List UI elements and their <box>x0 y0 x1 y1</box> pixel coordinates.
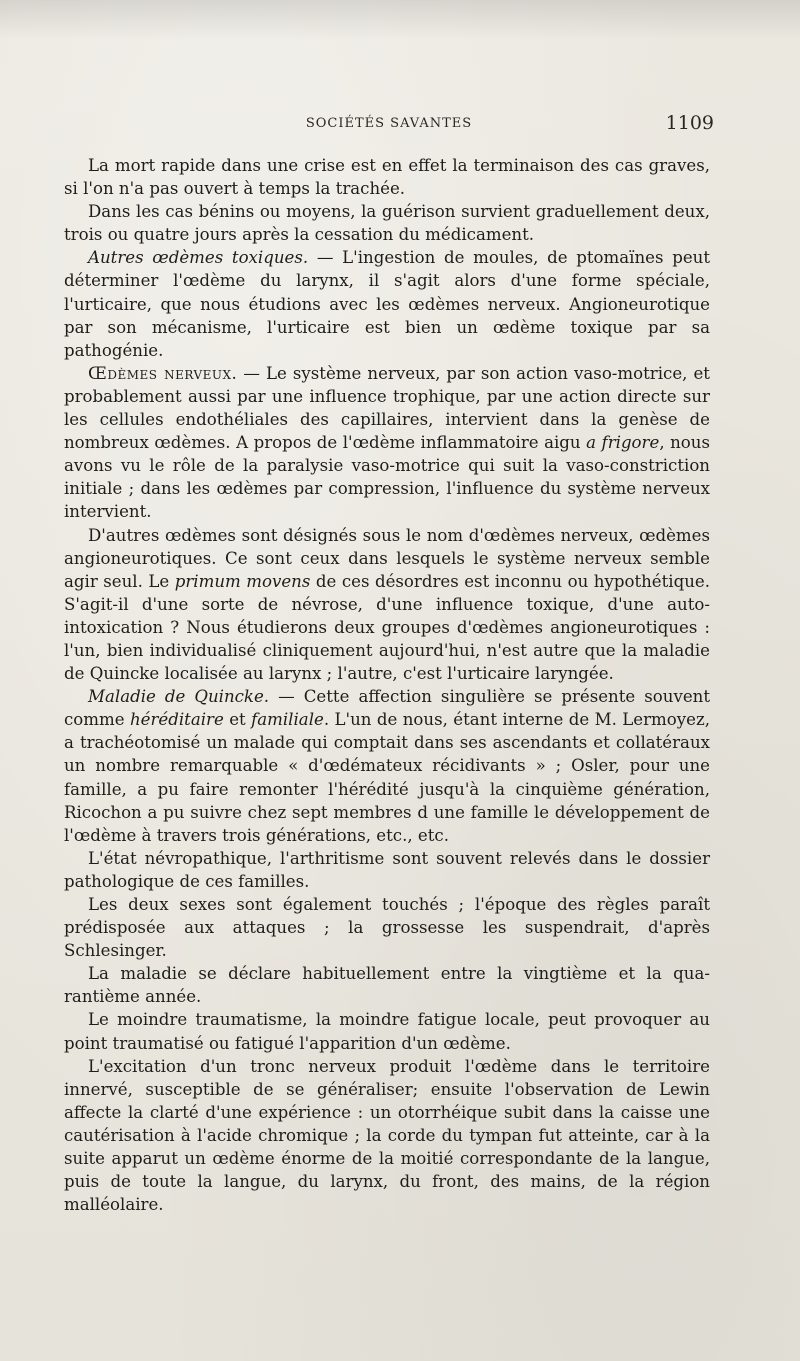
section-lead: Maladie de Quincke. <box>88 687 270 707</box>
section-lead: Œdèmes nerveux. <box>88 363 238 383</box>
paragraph: La maladie se déclare habituellement entre la vingtième et la quarantième année. <box>64 964 710 1007</box>
section-lead: Autres œdèmes toxiques. <box>88 248 309 268</box>
page-number: 1109 <box>665 112 714 134</box>
running-title: SOCIÉTÉS SAVANTES <box>305 116 473 131</box>
body-text <box>64 154 710 1216</box>
paragraph: L'excitation d'un tronc nerveux produit l'œdème dans le territoire innervé, susceptible de se généraliser; ensuite l'observation de Lewin affecte la clarté d'une expérience : un otorrhéique subit dans la caisse une cautérisation à l'acide chromique ; la corde du tympan fut atteinte, car à la suite apparut un œdème énorme de la moitié correspondante de la langue, puis de toute la langue, du larynx, du front, des mains, de la région malléolaire. <box>64 1056 710 1215</box>
paragraph: Les deux sexes sont également touchés ; l'époque des règles paraît prédisposée aux attaques ; la grossesse les suspendrait, d'après Schlesinger. <box>64 895 710 961</box>
paragraph: La mort rapide dans une crise est en effet la terminaison des cas graves, si l'on n'a pas ouvert à temps la trachée. <box>64 156 710 199</box>
paragraph: Œdèmes nerveux. — Le système nerveux, par son action vaso-motrice, et probablement aussi par une influence trophique, par une action directe sur les cellules endothéliales des capillaires, intervient dans la genèse de nombreux œdèmes. A propos de l'œdème inflammatoire aigu a frigore, nous avons vu le rôle de la paralysie vaso-motrice qui suit la vaso-constriction initiale ; dans les œdèmes par compression, l'influence du système nerveux intervient. <box>64 363 710 522</box>
paragraph: Le moindre traumatisme, la moindre fatigue locale, peut provoquer au point traumatisé ou fatigué l'apparition d'un œdème. <box>64 1010 710 1053</box>
page-header <box>64 112 714 142</box>
scan-edge-shadow <box>0 0 800 40</box>
paragraph: Autres œdèmes toxiques. — L'ingestion de moules, de ptomaïnes peut déterminer l'œdème du larynx, il s'agit alors d'une forme spéciale, l'urticaire, que nous étudions avec les œdèmes nerveux. Angioneurotique par son mécanisme, l'urticaire est bien un œdème toxique par sa pathogénie. <box>64 248 710 360</box>
paragraph: Maladie de Quincke. — Cette affection singulière se présente souvent comme héréditaire et familiale. L'un de nous, étant interne de M. Lermoyez, a trachéotomisé un malade qui comptait dans ses ascendants et collatéraux un nombre remarquable « d'œdémateux récidivants » ; Osler, pour une famille, a pu faire remonter l'hérédité jusqu'à la cinquième génération, Ricochon a pu suivre chez sept membres d une famille le développement de l'œdème à travers trois générations, etc., etc. <box>64 687 710 845</box>
paragraph: Dans les cas bénins ou moyens, la guérison survient graduellement deux, trois ou quatre jours après la cessation du médicament. <box>64 202 710 245</box>
paragraph: L'état névropathique, l'arthritisme sont souvent relevés dans le dossier pathologique de ces familles. <box>64 848 710 891</box>
paragraph: D'autres œdèmes sont désignés sous le nom d'œdèmes nerveux, œdèmes angioneurotiques. Ce sont ceux dans lesquels le système nerveux semble agir seul. Le primum movens de ces désordres est inconnu ou hypothétique. S'agit-il d'une sorte de névrose, d'une influence toxique, d'une auto-intoxication ? Nous étudierons deux groupes d'œdèmes angioneurotiques : l'un, bien individualisé cliniquement aujourd'hui, n'est autre que la maladie de Quincke localisée au larynx ; l'autre, c'est l'urticaire laryngée. <box>64 525 711 684</box>
